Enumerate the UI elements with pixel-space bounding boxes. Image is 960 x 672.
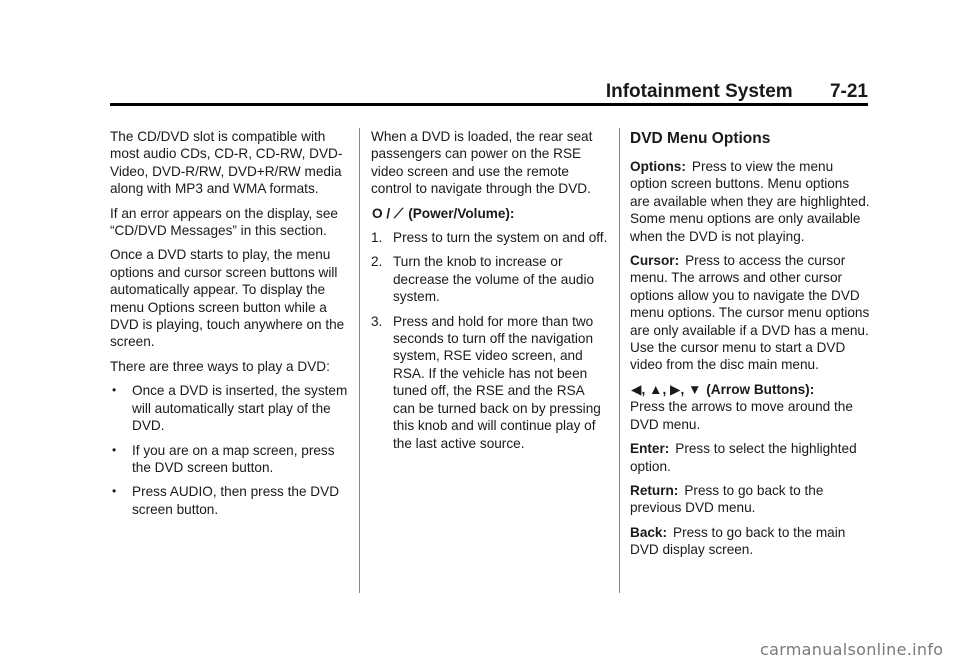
paragraph-return: Return: Press to go back to the previous DVD menu. <box>630 482 824 516</box>
paragraph-back: Back: Press to go back to the main DVD display screen. <box>630 524 846 558</box>
paragraph-arrows: ◀, ▲, ▶, ▼ (Arrow Buttons): Press the arrows to move around the DVD menu. <box>630 381 853 432</box>
page-number: 7-21 <box>829 81 868 102</box>
paragraph-options: Options: Press to view the menu option screen buttons. Menu options are available when they are highlighted. Some menu options are only available when the DVD is not playing. <box>630 159 870 244</box>
column-divider <box>619 128 620 593</box>
arrow-buttons-icon: ◀, ▲, ▶, ▼ <box>631 381 702 397</box>
column-divider <box>359 128 360 593</box>
paragraph-enter: Enter: Press to select the highlighted option. <box>630 441 857 474</box>
list-item: • If you are on a map screen, press the DVD screen button. <box>112 442 335 475</box>
bullet-icon: • <box>112 484 117 499</box>
paragraph: Once a DVD starts to play, the menu options and cursor screen buttons will automatically appear. To display the menu Options screen button while a DVD is playing, touch anywhere on the screen. <box>110 247 345 350</box>
page-header <box>110 80 868 104</box>
list-item: 1. Press to turn the system on and off. <box>371 230 608 246</box>
paragraph: The CD/DVD slot is compatible with most audio CDs, CD-R, CD-RW, DVD-Video, DVD-R/RW, DVD+R/RW media along with MP3 and WMA formats. <box>110 129 343 197</box>
column-3 <box>630 128 870 566</box>
list-item: • Once a DVD is inserted, the system will automatically start play of the DVD. <box>112 383 348 434</box>
paragraph: If an error appears on the display, see “CD/DVD Messages” in this section. <box>110 205 338 239</box>
paragraph: There are three ways to play a DVD: <box>110 358 330 374</box>
list-item: • Press AUDIO, then press the DVD screen button. <box>112 484 340 517</box>
power-volume-heading: O / ⟋ (Power/Volume): <box>372 205 515 221</box>
list-item: 3. Press and hold for more than two seconds to turn off the navigation system, RSE video screen, and RSA. If the vehicle has not been tuned off, the RSE and the RSA can be turned back on by pressing this knob and will continue play of the last active source. <box>371 313 601 451</box>
power-volume-icon: O / ⟋ <box>372 205 404 221</box>
section-heading: DVD Menu Options <box>630 130 771 147</box>
watermark: carmanualsonline.info <box>760 640 944 659</box>
bullet-icon: • <box>112 442 117 457</box>
bullet-icon: • <box>112 383 117 398</box>
column-2 <box>371 128 609 459</box>
column-1 <box>110 128 350 525</box>
paragraph-cursor: Cursor: Press to access the cursor menu. The arrows and other cursor options allow you to navigate the DVD menu options. The cursor menu options are only available if a DVD has a menu. Use the cursor menu to start a DVD video from the disc main menu. <box>630 253 870 373</box>
section-title: Infotainment System <box>605 81 793 102</box>
list-item: 2. Turn the knob to increase or decrease the volume of the audio system. <box>371 254 595 305</box>
header-rule <box>110 103 868 106</box>
paragraph: When a DVD is loaded, the rear seat passengers can power on the RSE video screen and use the remote control to navigate through the DVD. <box>371 129 593 197</box>
